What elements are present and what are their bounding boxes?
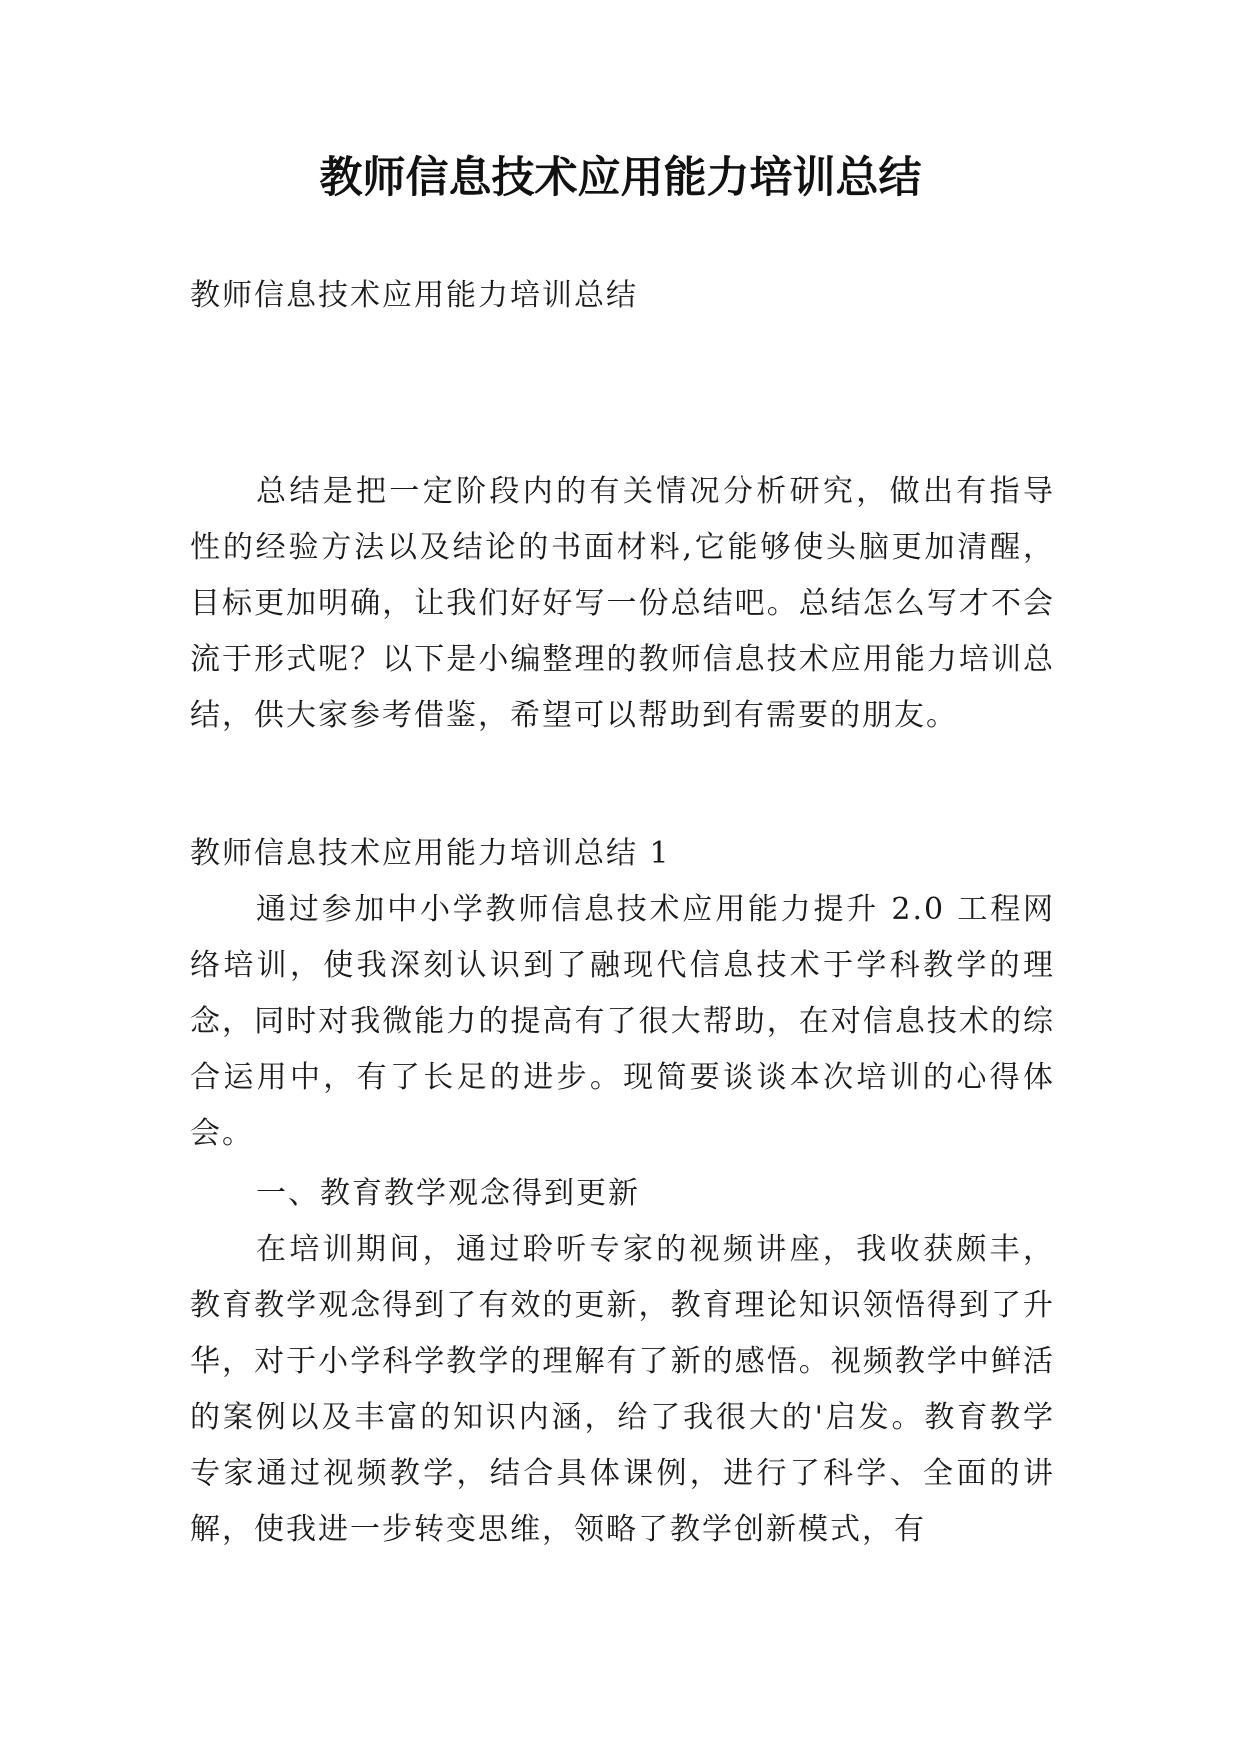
subheading-education-concept: 一、教育教学观念得到更新 <box>256 1176 640 1211</box>
subheading-education-concept-paragraph: 在培训期间，通过聆听专家的视频讲座，我收获颇丰，教育教学观念得到了有效的更新，教育理论知识领悟得到了升华，对于小学科学教学的理解有了新的感悟。视频教学中鲜活的案例以及丰富的知识内涵，给了我很大的'启发。教育教学专家通过视频教学，结合具体课例，进行了科学、全面的讲解，使我进一步转变思维，领略了教学创新模式，有 <box>190 1232 1055 1547</box>
section-1-title: 教师信息技术应用能力培训总结 1 <box>190 836 671 871</box>
section-1-paragraph: 通过参加中小学教师信息技术应用能力提升 2.0 工程网络培训，使我深刻认识到了融现代信息技术于学科教学的理念，同时对我微能力的提高有了很大帮助，在对信息技术的综合运用中，有了长足的进步。现简要谈谈本次培训的心得体会。 <box>190 892 1055 1151</box>
intro-paragraph: 总结是把一定阶段内的有关情况分析研究，做出有指导性的经验方法以及结论的书面材料,它能够使头脑更加清醒，目标更加明确，让我们好好写一份总结吧。总结怎么写才不会流于形式呢？以下是小编整理的教师信息技术应用能力培训总结，供大家参考借鉴，希望可以帮助到有需要的朋友。 <box>190 474 1055 733</box>
document-subtitle: 教师信息技术应用能力培训总结 <box>190 278 638 313</box>
document-title: 教师信息技术应用能力培训总结 <box>319 153 922 203</box>
